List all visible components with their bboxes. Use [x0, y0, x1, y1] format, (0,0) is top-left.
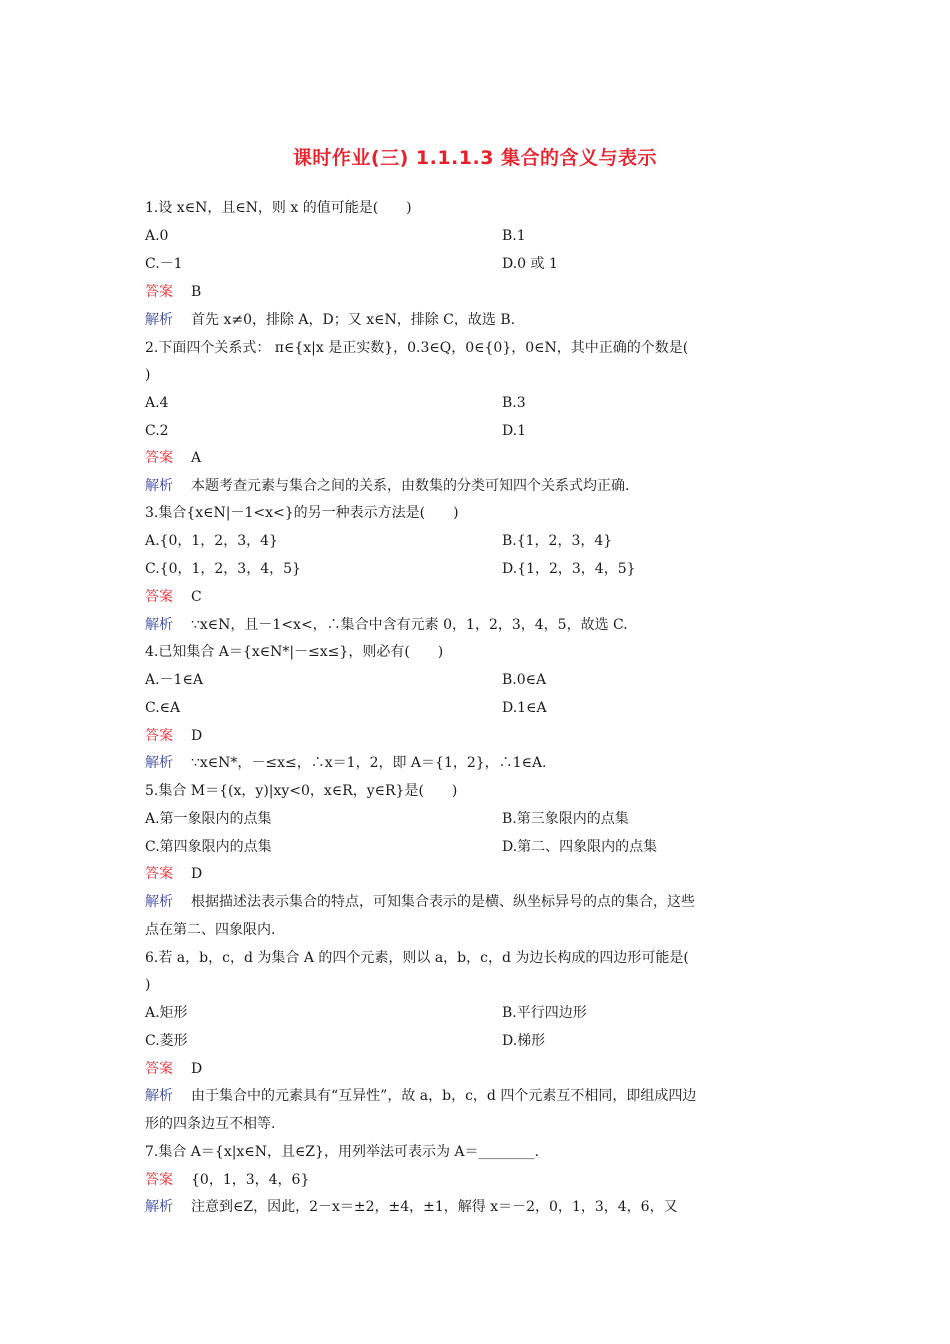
- question-5-stem: 5.集合 M＝{(x，y)|xy<0，x∈R，y∈R}是( ): [145, 783, 458, 799]
- q6-option-d: D.梯形: [502, 1033, 546, 1049]
- analysis-text: 注意到∈Z，因此，2－x＝±2，±4，±1，解得 x＝－2，0，1，3，4，6，又: [191, 1199, 678, 1215]
- question-3-stem: 3.集合{x∈N|－1<x<}的另一种表示方法是( ): [145, 505, 459, 521]
- q2-option-c: C.2: [145, 423, 169, 439]
- question-1-stem: 1.设 x∈N，且∈N，则 x 的值可能是( ): [145, 200, 412, 216]
- q6-analysis-cont: 形的四条边互不相等.: [145, 1116, 276, 1132]
- q1-option-c: C.－1: [145, 256, 183, 272]
- q6-option-b: B.平行四边形: [502, 1005, 587, 1021]
- q4-analysis: [145, 752, 810, 774]
- q4-option-d: D.1∈A: [502, 700, 547, 716]
- page-title: 课时作业(三) 1.1.1.3 集合的含义与表示: [292, 147, 658, 169]
- q1-analysis: [145, 309, 810, 331]
- q2-option-b: B.3: [502, 395, 526, 411]
- analysis-text: ∵x∈N*，－≤x≤，∴x＝1，2，即 A＝{1，2}，∴1∈A.: [191, 755, 547, 771]
- q4-answer: [145, 725, 810, 747]
- q5-option-c: C.第四象限内的点集: [145, 839, 272, 855]
- q6-answer: [145, 1058, 810, 1080]
- q3-answer: [145, 586, 810, 608]
- analysis-text: 本题考查元素与集合之间的关系，由数集的分类可知四个关系式均正确.: [191, 478, 630, 494]
- q7-analysis: [145, 1196, 810, 1218]
- q2-option-a: A.4: [145, 395, 169, 411]
- analysis-label: 解析: [145, 617, 173, 633]
- q5-analysis: [145, 891, 810, 913]
- question-6-stem: 6.若 a，b，c，d 为集合 A 的四个元素，则以 a，b，c，d 为边长构成的四边形可能是(: [145, 950, 689, 966]
- q4-option-c: C.∈A: [145, 700, 181, 716]
- answer-label: 答案: [145, 450, 173, 466]
- answer-label: 答案: [145, 866, 173, 882]
- analysis-text: ∵x∈N，且－1<x<，∴集合中含有元素 0，1，2，3，4，5，故选 C.: [191, 617, 628, 633]
- answer-value: D: [191, 728, 203, 744]
- q7-answer: [145, 1169, 810, 1191]
- answer-value: D: [191, 866, 203, 882]
- answer-value: B: [191, 284, 202, 300]
- q4-option-b: B.0∈A: [502, 672, 547, 688]
- answer-label: 答案: [145, 589, 173, 605]
- question-6-stem-cont: ): [145, 977, 151, 993]
- answer-value: C: [191, 589, 202, 605]
- answer-label: 答案: [145, 1061, 173, 1077]
- q6-option-c: C.菱形: [145, 1033, 188, 1049]
- q6-analysis: [145, 1085, 810, 1107]
- question-4-stem: 4.已知集合 A＝{x∈N*|－≤x≤}，则必有( ): [145, 644, 444, 660]
- answer-value: {0，1，3，4，6}: [191, 1172, 310, 1188]
- answer-value: D: [191, 1061, 203, 1077]
- analysis-label: 解析: [145, 894, 173, 910]
- analysis-label: 解析: [145, 1199, 173, 1215]
- question-2-stem-cont: ): [145, 367, 151, 383]
- q3-option-a: A.{0，1，2，3，4}: [145, 533, 278, 549]
- question-7-stem: 7.集合 A＝{x|x∈N，且∈Z}，用列举法可表示为 A＝________.: [145, 1144, 539, 1160]
- q2-option-d: D.1: [502, 423, 527, 439]
- question-2-stem: 2.下面四个关系式： π∈{x|x 是正实数}，0.3∈Q，0∈{0}，0∈N，其中正确的个数是(: [145, 340, 689, 356]
- q3-option-c: C.{0，1，2，3，4，5}: [145, 561, 301, 577]
- q4-option-a: A.－1∈A: [145, 672, 203, 688]
- analysis-text: 由于集合中的元素具有“互异性”，故 a，b，c，d 四个元素互不相同，即组成四边: [191, 1088, 697, 1104]
- q5-answer: [145, 863, 810, 885]
- q3-option-d: D.{1，2，3，4，5}: [502, 561, 636, 577]
- answer-label: 答案: [145, 284, 173, 300]
- answer-label: 答案: [145, 1172, 173, 1188]
- analysis-label: 解析: [145, 312, 173, 328]
- q1-option-a: A.0: [145, 228, 169, 244]
- q5-option-d: D.第二、四象限内的点集: [502, 839, 658, 855]
- q5-analysis-cont: 点在第二、四象限内.: [145, 922, 276, 938]
- answer-label: 答案: [145, 728, 173, 744]
- analysis-text: 根据描述法表示集合的特点，可知集合表示的是横、纵坐标异号的点的集合，这些: [191, 894, 695, 910]
- analysis-label: 解析: [145, 478, 173, 494]
- q1-option-b: B.1: [502, 228, 526, 244]
- q1-answer: [145, 281, 810, 303]
- q6-option-a: A.矩形: [145, 1005, 188, 1021]
- analysis-label: 解析: [145, 755, 173, 771]
- q2-analysis: [145, 475, 810, 497]
- analysis-text: 首先 x≠0，排除 A，D；又 x∈N，排除 C，故选 B.: [191, 312, 516, 328]
- q1-option-d: D.0 或 1: [502, 256, 558, 272]
- q3-option-b: B.{1，2，3，4}: [502, 533, 613, 549]
- answer-value: A: [191, 450, 202, 466]
- analysis-label: 解析: [145, 1088, 173, 1104]
- q3-analysis: [145, 614, 810, 636]
- q5-option-a: A.第一象限内的点集: [145, 811, 272, 827]
- q2-answer: [145, 447, 810, 469]
- q5-option-b: B.第三象限内的点集: [502, 811, 629, 827]
